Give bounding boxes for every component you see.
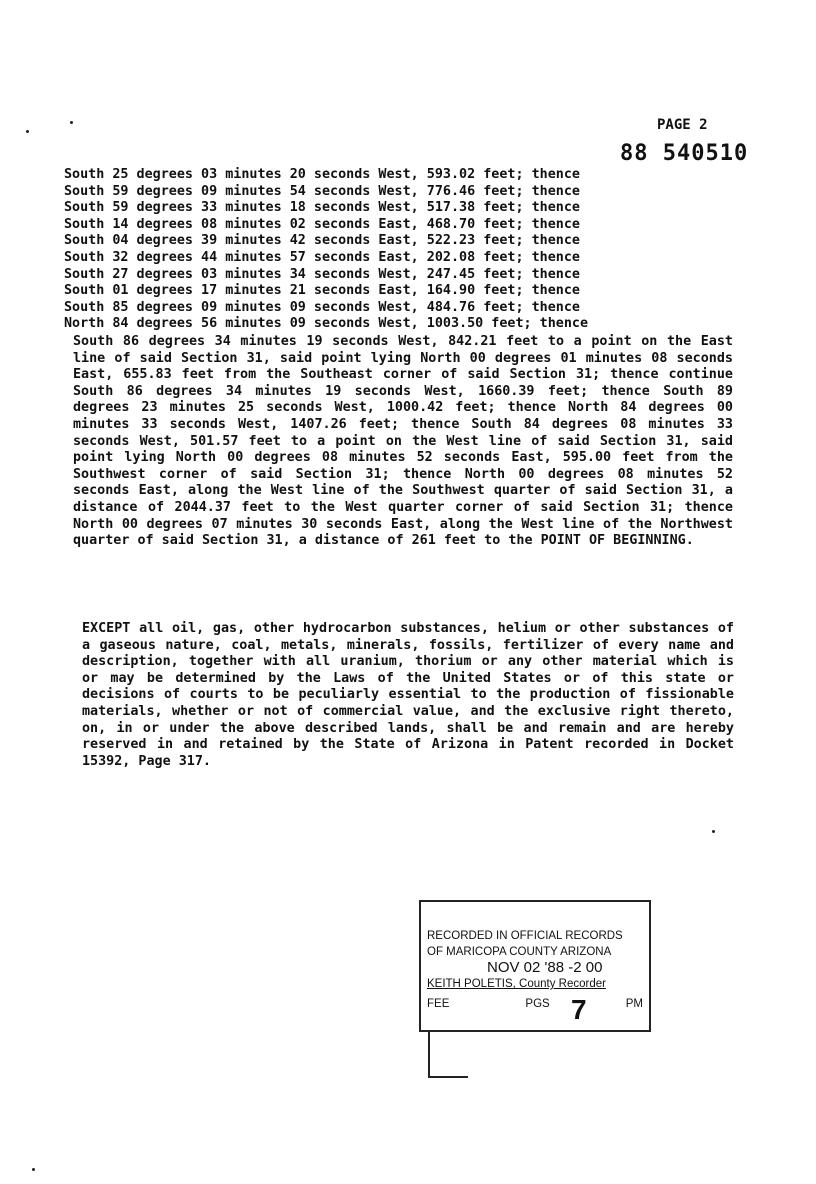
bearing-call: North 84 degrees 56 minutes 09 seconds West, 1003.50 feet; thence <box>64 316 589 332</box>
except-clause-paragraph: EXCEPT all oil, gas, other hydrocarbon substances, helium or other substances of a gaseous nature, coal, metals, minerals, fossils, fertilizer of every name and description, together with all uranium, thorium or any other material which is or may be determined by the Laws of the United States or of this state or decisions of courts to be peculiarly essential to the production of fissionable materials, whether or not of commercial value, and the exclusive right thereto, on, in or under the above described lands, shall be and remain and are hereby reserved in and retained by the State of Arizona in Patent recorded in Docket 15392, Page 317. <box>82 621 734 769</box>
bearing-call: South 04 degrees 39 minutes 42 seconds East, 522.23 feet; thence <box>64 233 580 249</box>
stamp-fee-row <box>427 992 643 1012</box>
document-number: 88 540510 <box>620 141 749 166</box>
bearing-call: South 59 degrees 33 minutes 18 seconds West, 517.38 feet; thence <box>64 200 580 216</box>
scan-speck-mark <box>32 1168 35 1171</box>
stamp-fee-label: FEE <box>427 998 450 1010</box>
stamp-date: NOV 02 '88 -2 00 <box>487 959 603 976</box>
stamp-line-county: OF MARICOPA COUNTY ARIZONA <box>427 946 612 958</box>
bearing-call: South 59 degrees 09 minutes 54 seconds West, 776.46 feet; thence <box>64 183 580 199</box>
scan-speck-mark <box>26 130 29 133</box>
stamp-pages-count: 7 <box>571 994 587 1025</box>
bearing-call: South 14 degrees 08 minutes 02 seconds East, 468.70 feet; thence <box>64 216 580 232</box>
stamp-line-recorded: RECORDED IN OFFICIAL RECORDS <box>427 930 623 942</box>
legal-description-paragraph: South 86 degrees 34 minutes 19 seconds West, 842.21 feet to a point on the East line of said Section 31, said point lying North 00 degrees 01 minutes 08 seconds East, 655.83 feet from the Southeast corner of said Section 31; thence continue South 86 degrees 34 minutes 19 seconds West, 1660.39 feet; thence South 89 degrees 23 minutes 25 seconds West, 1000.42 feet; thence North 84 degrees 00 minutes 33 seconds West, 1407.26 feet; thence South 84 degrees 08 minutes 33 seconds West, 501.57 feet to a point on the West line of said Section 31, said point lying North 00 degrees 08 minutes 52 seconds East, 595.00 feet from the Southwest corner of said Section 31; thence North 00 degrees 08 minutes 52 seconds East, along the West line of the Southwest quarter of said Section 31, a distance of 2044.37 feet to the West quarter corner of said Section 31; thence North 00 degrees 07 minutes 30 seconds East, along the West line of the Northwest quarter of said Section 31, a distance of 261 feet to the POINT OF BEGINNING. <box>73 334 733 549</box>
scan-speck-mark <box>712 830 715 833</box>
bearing-call: South 25 degrees 03 minutes 20 seconds West, 593.02 feet; thence <box>64 167 580 182</box>
stamp-recorder: KEITH POLETIS, County Recorder <box>427 978 606 990</box>
bearing-calls-list <box>64 167 734 333</box>
bearing-call: South 32 degrees 44 minutes 57 seconds East, 202.08 feet; thence <box>64 249 580 265</box>
stamp-pgs-label: PGS <box>525 998 550 1010</box>
bearing-call: South 01 degrees 17 minutes 21 seconds East, 164.90 feet; thence <box>64 283 580 299</box>
bearing-call: South 85 degrees 09 minutes 09 seconds West, 484.76 feet; thence <box>64 299 580 315</box>
stamp-tab-mark <box>428 1030 468 1078</box>
bearing-call: South 27 degrees 03 minutes 34 seconds West, 247.45 feet; thence <box>64 266 580 282</box>
scan-speck-mark <box>70 121 73 124</box>
recording-stamp <box>419 900 651 1032</box>
page-label: PAGE 2 <box>657 117 708 133</box>
stamp-pm-label: PM <box>625 998 643 1010</box>
